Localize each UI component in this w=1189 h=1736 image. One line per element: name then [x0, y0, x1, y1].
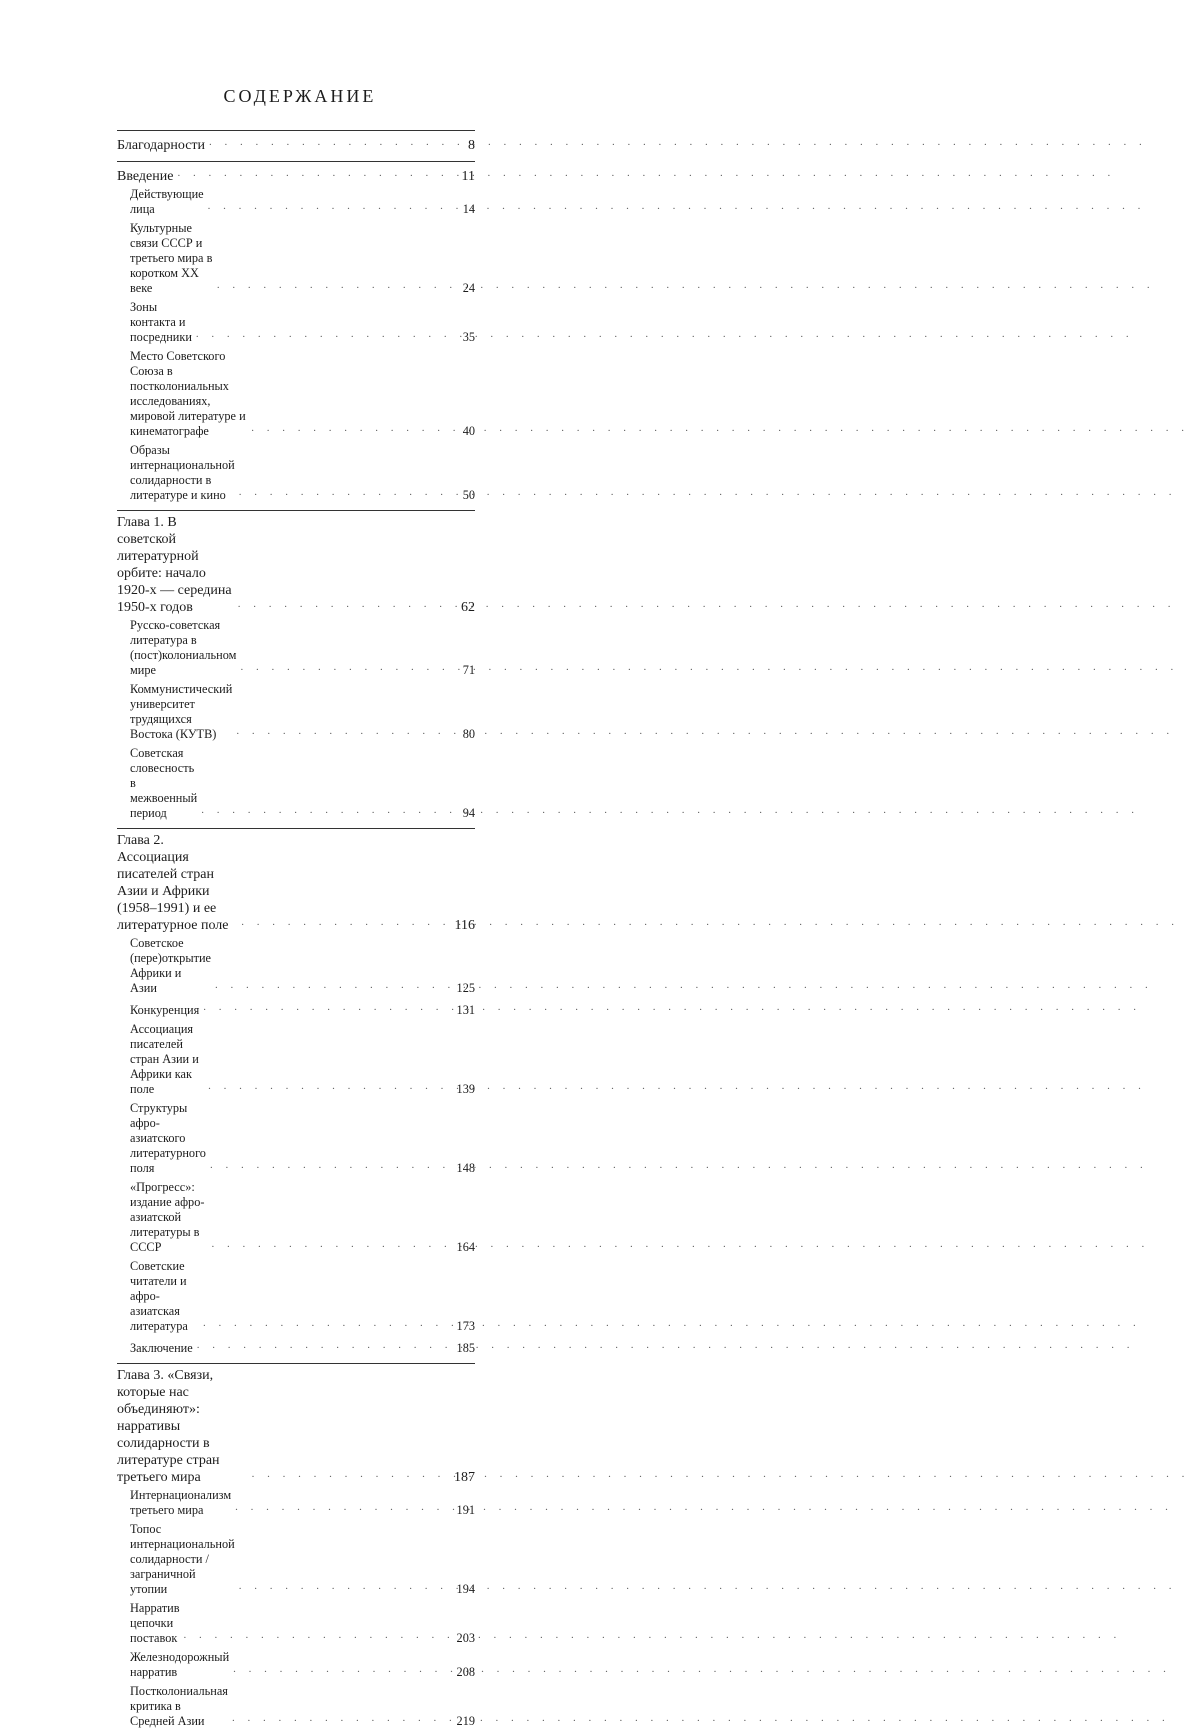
dot-leader — [203, 1316, 454, 1331]
toc-subsection-entry[interactable] — [117, 443, 475, 503]
toc-subsection-entry[interactable] — [117, 187, 475, 217]
toc-section — [117, 130, 475, 154]
toc-subsection-entry[interactable] — [117, 1522, 475, 1597]
toc-subsection-title: Советские читатели и афро-азиатская литература — [130, 1259, 188, 1333]
toc-chapter-page: 116 — [454, 918, 475, 933]
toc-subsection-page: 14 — [462, 202, 475, 216]
toc-section — [117, 161, 475, 503]
toc-subsection-entry[interactable] — [117, 682, 475, 742]
toc-subsection-title: Русско-советская литература в (пост)колониальном мире — [130, 618, 237, 677]
toc-subsection-entry[interactable] — [117, 1000, 475, 1018]
dot-leader — [201, 803, 459, 818]
toc-subsection-title: Место Советского Союза в постколониальных исследованиях, мировой литературе и кинематографе — [130, 349, 246, 438]
dot-leader — [197, 1338, 454, 1353]
toc-subsection-page: 35 — [462, 330, 475, 344]
toc-subsection-title: Зоны контакта и посредники — [130, 300, 192, 344]
toc-subsection-entry[interactable] — [117, 1101, 475, 1176]
toc-subsection-page: 80 — [462, 727, 475, 741]
toc-subsection-page: 191 — [456, 1503, 475, 1517]
dot-leader — [240, 660, 459, 675]
dot-leader — [251, 421, 459, 436]
toc-subsection-page: 24 — [462, 281, 475, 295]
toc-chapter-title: Введение — [117, 169, 174, 184]
dot-leader — [239, 485, 460, 500]
toc-chapter-title: Глава 2. Ассоциация писателей стран Азии и Африки (1958–1991) и ее литературное поле — [117, 833, 229, 933]
toc-chapter-entry[interactable] — [117, 165, 475, 185]
toc-subsection-title: Советское (пере)открытие Африки и Азии — [130, 936, 211, 995]
toc-subsection-entry[interactable] — [117, 746, 475, 821]
toc-section — [117, 828, 475, 1356]
toc-subsection-title: Ассоциация писателей стран Азии и Африки как поле — [130, 1022, 199, 1096]
toc-chapter-entry[interactable] — [117, 1367, 475, 1486]
dot-leader — [233, 1662, 453, 1677]
dot-leader — [238, 596, 458, 613]
toc-subsection-title: «Прогресс»: издание афро-азиатской литературы в СССР — [130, 1180, 205, 1254]
toc-chapter-entry[interactable] — [117, 134, 475, 154]
toc-section — [117, 1363, 475, 1729]
toc-subsection-page: 185 — [456, 1341, 475, 1355]
toc-subsection-entry[interactable] — [117, 349, 475, 439]
toc-subsection-title: Образы интернациональной солидарности в литературе и кино — [130, 443, 235, 502]
toc-subsection-entry[interactable] — [117, 1650, 475, 1680]
dot-leader — [217, 278, 460, 293]
toc-subsection-page: 164 — [456, 1240, 475, 1254]
toc-subsection-entry[interactable] — [117, 1601, 475, 1646]
toc-subsection-title: Структуры афро-азиатского литературного поля — [130, 1101, 206, 1175]
dot-leader — [241, 914, 451, 931]
toc-subsection-title: Действующие лица — [130, 187, 204, 216]
toc-chapter-page: 8 — [468, 138, 475, 153]
dot-leader — [236, 724, 459, 739]
toc-subsection-title: Заключение — [130, 1341, 193, 1355]
toc-chapter-page: 187 — [454, 1470, 475, 1485]
dot-leader — [203, 1000, 453, 1015]
toc-chapter-title: Глава 1. В советской литературной орбите: начало 1920-х — середина 1950-х годов — [117, 515, 232, 615]
toc-subsection-entry[interactable] — [117, 300, 475, 345]
toc-subsection-page: 139 — [456, 1082, 475, 1096]
toc-section — [117, 510, 475, 821]
toc-subsection-entry[interactable] — [117, 221, 475, 296]
toc-subsection-page: 203 — [456, 1631, 475, 1645]
toc-subsection-page: 71 — [462, 663, 475, 677]
page-title: СОДЕРЖАНИЕ — [223, 86, 377, 106]
dot-leader — [208, 199, 460, 214]
toc-chapter-title: Благодарности — [117, 138, 206, 153]
toc-subsection-entry[interactable] — [117, 1022, 475, 1097]
toc-subsection-entry[interactable] — [117, 1684, 475, 1729]
dot-leader — [209, 134, 465, 151]
toc-subsection-title: Постколониальная критика в Средней Азии — [130, 1684, 228, 1728]
dot-leader — [177, 165, 458, 182]
toc-subsection-title: Интернационализм третьего мира — [130, 1488, 232, 1517]
dot-leader — [184, 1628, 454, 1643]
dot-leader — [232, 1711, 454, 1726]
toc-subsection-title: Культурные связи СССР и третьего мира в коротком XX веке — [130, 221, 213, 295]
toc-subsection-page: 94 — [462, 806, 475, 820]
toc-subsection-title: Коммунистический университет трудящихся Востока (КУТВ) — [130, 682, 233, 741]
dot-leader — [210, 1158, 454, 1173]
toc-subsection-entry[interactable] — [117, 1259, 475, 1334]
toc-chapter-title: Глава 3. «Связи, которые нас объединяют»: нарративы солидарности в литературе стран третьего мира — [117, 1368, 220, 1485]
toc-chapter-entry[interactable] — [117, 514, 475, 616]
toc-subsection-entry[interactable] — [117, 936, 475, 996]
table-of-contents — [117, 130, 475, 1736]
dot-leader — [208, 1079, 453, 1094]
toc-subsection-page: 219 — [456, 1714, 475, 1728]
toc-subsection-page: 173 — [456, 1319, 475, 1333]
dot-leader — [239, 1579, 454, 1594]
toc-subsection-title: Советская словесность в межвоенный период — [130, 746, 198, 820]
toc-chapter-page: 11 — [461, 169, 475, 184]
toc-subsection-title: Конкуренция — [130, 1003, 200, 1017]
toc-subsection-page: 125 — [456, 981, 475, 995]
dot-leader — [235, 1500, 453, 1515]
toc-subsection-title: Железнодорожный нарратив — [130, 1650, 230, 1679]
dot-leader — [215, 978, 454, 993]
toc-subsection-title: Нарратив цепочки поставок — [130, 1601, 180, 1645]
toc-subsection-page: 40 — [462, 424, 475, 438]
toc-subsection-entry[interactable] — [117, 1338, 475, 1356]
dot-leader — [212, 1237, 454, 1252]
toc-subsection-page: 208 — [456, 1665, 475, 1679]
toc-chapter-page: 62 — [461, 600, 475, 615]
toc-subsection-title: Топос интернациональной солидарности / заграничной утопии — [130, 1522, 235, 1596]
dot-leader — [252, 1466, 451, 1483]
toc-subsection-entry[interactable] — [117, 1488, 475, 1518]
toc-subsection-entry[interactable] — [117, 618, 475, 678]
toc-subsection-entry[interactable] — [117, 1180, 475, 1255]
toc-subsection-page: 131 — [456, 1003, 475, 1017]
toc-subsection-page: 194 — [456, 1582, 475, 1596]
dot-leader — [196, 327, 460, 342]
toc-chapter-entry[interactable] — [117, 832, 475, 934]
toc-subsection-page: 50 — [462, 488, 475, 502]
toc-subsection-page: 148 — [456, 1161, 475, 1175]
